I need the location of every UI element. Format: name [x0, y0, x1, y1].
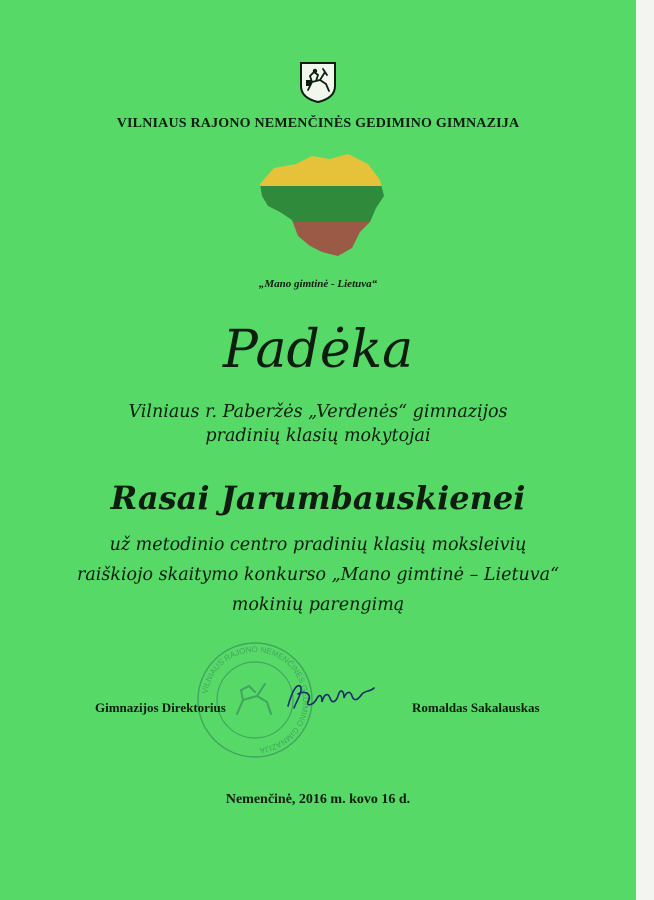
body-line-5: mokinių parengimą	[231, 595, 405, 615]
stamp-text: VILNIAUS RAJONO NEMENČINĖS GEDIMINO GIMNAZIJA	[200, 644, 311, 755]
issue-date: Nemenčinė, 2016 m. kovo 16 d.	[225, 792, 411, 807]
scan-edge	[636, 0, 654, 900]
body-line-1: Vilniaus r. Paberžės „Verdenės“ gimnazijos	[128, 402, 508, 422]
motto: „Mano gimtinė - Lietuva“	[258, 278, 378, 290]
body-line-3: už metodinio centro pradinių klasių moksleivių	[109, 535, 527, 555]
certificate-title: Padėka	[222, 320, 414, 380]
signatory-role: Gimnazijos Direktorius	[95, 700, 226, 715]
school-name: VILNIAUS RAJONO NEMENČINĖS GEDIMINO GIMNAZIJA	[116, 116, 520, 131]
body-line-4: raiškiojo skaitymo konkurso „Mano gimtinė – Lietuva“	[76, 565, 560, 585]
recipient-name: Rasai Jarumbauskienei	[110, 479, 526, 517]
body-line-2: pradinių klasių mokytojai	[205, 426, 431, 446]
handwritten-signature	[282, 672, 378, 716]
vytis-coat-of-arms-icon	[298, 60, 338, 104]
signatory-name: Romaldas Sakalauskas	[412, 700, 540, 715]
lithuania-flag-map-icon	[252, 150, 387, 260]
